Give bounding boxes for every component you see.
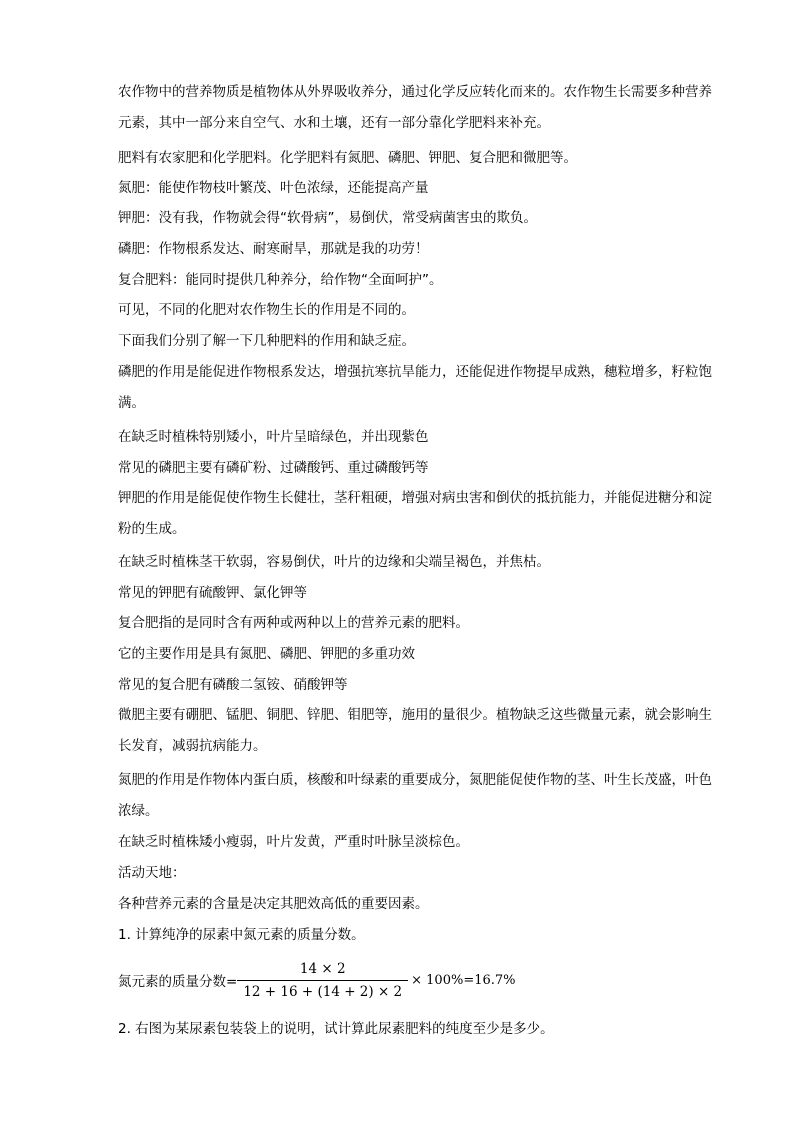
paragraph-micro-fertilizer: 微肥主要有硼肥、锰肥、铜肥、锌肥、钼肥等，施用的量很少。植物缺乏这些微量元素，就会影响生长发育，减弱抗病能力。 bbox=[118, 707, 712, 754]
paragraph-phosphorus-short: 磷肥：作物根系发达、耐寒耐旱，那就是我的功劳！ bbox=[118, 241, 429, 257]
formula-numerator: 14 × 2 bbox=[299, 960, 346, 977]
paragraph-introduce-details: 下面我们分别了解一下几种肥料的作用和缺乏症。 bbox=[118, 333, 415, 349]
paragraph-activity-heading: 活动天地： bbox=[118, 865, 186, 881]
paragraph-compound-common: 常见的复合肥有磷酸二氢铵、硝酸钾等 bbox=[118, 677, 348, 693]
question-2: 2. 右图为某尿素包装袋上的说明，试计算此尿素肥料的纯度至少是多少。 bbox=[118, 1021, 554, 1037]
formula-times-percent: × 100% bbox=[411, 972, 464, 988]
formula-fraction bbox=[237, 960, 408, 1001]
paragraph-intro bbox=[118, 77, 716, 139]
paragraph-conclusion: 可见，不同的化肥对农作物生长的作用是不同的。 bbox=[118, 302, 415, 318]
paragraph-phosphorus-common: 常见的磷肥主要有磷矿粉、过磷酸钙、重过磷酸钙等 bbox=[118, 460, 429, 476]
paragraph-intro-text: 农作物中的营养物质是植物体从外界吸收养分，通过化学反应转化而来的。农作物生长需要多种营养元素，其中一部分来自空气、水和土壤，还有一部分靠化学肥料来补充。 bbox=[118, 84, 712, 131]
paragraph-compound-role: 它的主要作用是具有氮肥、磷肥、钾肥的多重功效 bbox=[118, 646, 415, 662]
formula-label: 氮元素的质量分数= bbox=[118, 974, 238, 990]
paragraph-activity-intro: 各种营养元素的含量是决定其肥效高低的重要因素。 bbox=[118, 896, 429, 912]
formula-result: =16.7% bbox=[463, 972, 516, 988]
paragraph-potassium-short: 钾肥：没有我，作物就会得“软骨病”，易倒伏，常受病菌害虫的欺负。 bbox=[118, 210, 537, 226]
paragraph-nitrogen-deficiency: 在缺乏时植株矮小瘦弱，叶片发黄，严重时叶脉呈淡棕色。 bbox=[118, 834, 469, 850]
paragraph-nitrogen-short: 氮肥：能使作物枝叶繁茂、叶色浓绿，还能提高产量 bbox=[118, 180, 429, 196]
paragraph-potassium-deficiency: 在缺乏时植株茎干软弱，容易倒伏，叶片的边缘和尖端呈褐色，并焦枯。 bbox=[118, 554, 550, 570]
paragraph-compound-short: 复合肥料：能同时提供几种养分，给作物“全面呵护”。 bbox=[118, 272, 443, 288]
paragraph-phosphorus-deficiency: 在缺乏时植株特别矮小，叶片呈暗绿色，并出现紫色 bbox=[118, 429, 429, 445]
paragraph-phosphorus-role: 磷肥的作用是能促进作物根系发达，增强抗寒抗旱能力，还能促进作物提早成熟，穗粒增多，籽粒饱满。 bbox=[118, 364, 712, 411]
paragraph-potassium-role: 钾肥的作用是能促使作物生长健壮，茎秆粗硬，增强对病虫害和倒伏的抵抗能力，并能促进糖分和淀粉的生成。 bbox=[118, 490, 712, 537]
paragraph-fertilizer-types: 肥料有农家肥和化学肥料。化学肥料有氮肥、磷肥、钾肥、复合肥和微肥等。 bbox=[118, 150, 577, 166]
formula-denominator: 12 + 16 + (14 + 2) × 2 bbox=[237, 980, 408, 1001]
paragraph-potassium-common: 常见的钾肥有硫酸钾、氯化钾等 bbox=[118, 585, 307, 601]
question-1: 1. 计算纯净的尿素中氮元素的质量分数。 bbox=[118, 927, 365, 943]
paragraph-nitrogen-role: 氮肥的作用是作物体内蛋白质，核酸和叶绿素的重要成分，氮肥能促使作物的茎、叶生长茂盛，叶色浓绿。 bbox=[118, 772, 712, 819]
nitrogen-mass-fraction-formula bbox=[118, 958, 516, 1002]
paragraph-compound-definition: 复合肥指的是同时含有两种或两种以上的营养元素的肥料。 bbox=[118, 615, 469, 631]
